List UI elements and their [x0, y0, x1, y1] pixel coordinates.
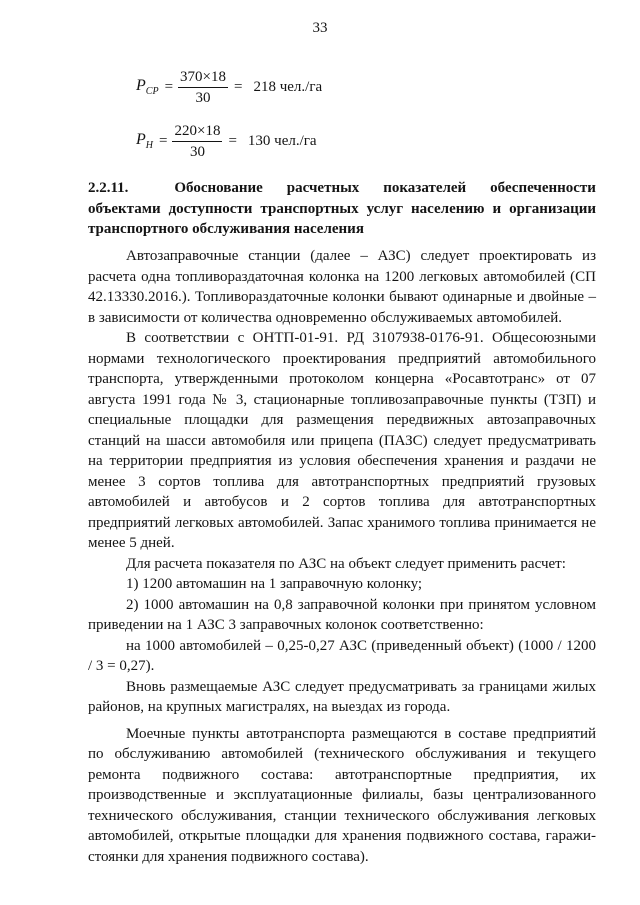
section-number: 2.2.11.	[88, 180, 129, 196]
paragraph-per-1000: на 1000 автомобилей – 0,25-0,27 АЗС (приведенный объект) (1000 / 1200 / 3 = 0,27).	[88, 637, 596, 674]
paragraph-regulations: В соответствии с ОНТП-01-91. РД 3107938-0176-91. Общесоюзными нормами технологического проектирования предприятий автомобильного транспорта, утвержденными протоколом концерна «Росавтотранс» от 07 августа 1991 года № 3, стационарные топливозаправочные пункты (ТЗП) и специальные площадки для размещения передвижных автозаправочных станций на шасси автомобиля или прицепа (ПАЗС) следует предусматривать на территории предприятия из условия обеспечения хранения и раздачи не менее 3 сортов топлива для автотранспортных предприятий грузовых автомобилей и автобусов и 2 сортов топлива для автотранспортных предприятий легковых автомобилей. Запас хранимого топлива принимается не менее 5 дней.	[88, 330, 596, 551]
formula-p-sr	[136, 68, 322, 107]
heading-word: Обоснование	[174, 180, 263, 196]
heading-word: обеспеченности	[490, 180, 596, 196]
heading-word: показателей	[383, 180, 467, 196]
paragraph-washing-points: Моечные пункты автотранспорта размещаются в составе предприятий по обслуживанию автомобилей (технического обслуживания и текущего ремонта подвижного состава: автотранспортные предприятия, их производственные и эксплуатационные филиалы, базы централизованного технического обслуживания, станции технического обслуживания легковых автомобилей, открытые площадки для хранения подвижного состава, гаражи-стоянки для хранения подвижного состава).	[88, 725, 596, 865]
formula-fraction	[178, 68, 228, 107]
fraction-numerator: 220×18	[172, 122, 222, 142]
equals-sign: =	[228, 133, 237, 149]
paragraph-placement: Вновь размещаемые АЗС следует предусматривать за границами жилых районов, на крупных магистралях, на выездах из города.	[88, 678, 596, 715]
paragraph-azs-design: Автозаправочные станции (далее – АЗС) следует проектировать из расчета одна топливораздаточная колонка на 1200 легковых автомобилей (СП 42.13330.2016.). Топливораздаточные колонки бывают одинарные и двойные – в зависимости от количества одновременно обслуживаемых автомобилей.	[88, 248, 596, 326]
heading-continuation: объектами доступности транспортных услуг населению и организации транспортного обслуживания населения	[88, 200, 596, 237]
equals-sign: =	[234, 79, 243, 95]
paragraph-calculation-intro: Для расчета показателя по АЗС на объект следует применить расчет:	[126, 555, 566, 572]
formula-variable: $P_Н$	[136, 131, 154, 152]
fraction-denominator: 30	[195, 90, 211, 106]
list-item-1: 1) 1200 автомашин на 1 заправочную колонку;	[126, 576, 423, 592]
formula-variable: $P_{СР}$	[136, 77, 159, 98]
equals-sign: =	[159, 133, 168, 149]
heading-first-line	[88, 178, 596, 199]
formula-result: 130 чел./га	[247, 133, 317, 149]
page-number: 33	[312, 20, 328, 36]
formula-fraction	[172, 122, 222, 161]
section-heading	[88, 178, 596, 240]
formula-result: 218 чел./га	[253, 79, 323, 95]
fraction-numerator: 370×18	[178, 68, 228, 88]
list-item-2: 2) 1000 автомашин на 0,8 заправочной колонки при принятом условном приведении на 1 АЗС 3 заправочных колонок соответственно:	[88, 596, 596, 633]
equals-sign: =	[164, 79, 174, 95]
fraction-denominator: 30	[189, 144, 205, 160]
formula-p-n	[136, 122, 317, 161]
body-text	[88, 246, 596, 867]
heading-word: расчетных	[286, 180, 360, 196]
